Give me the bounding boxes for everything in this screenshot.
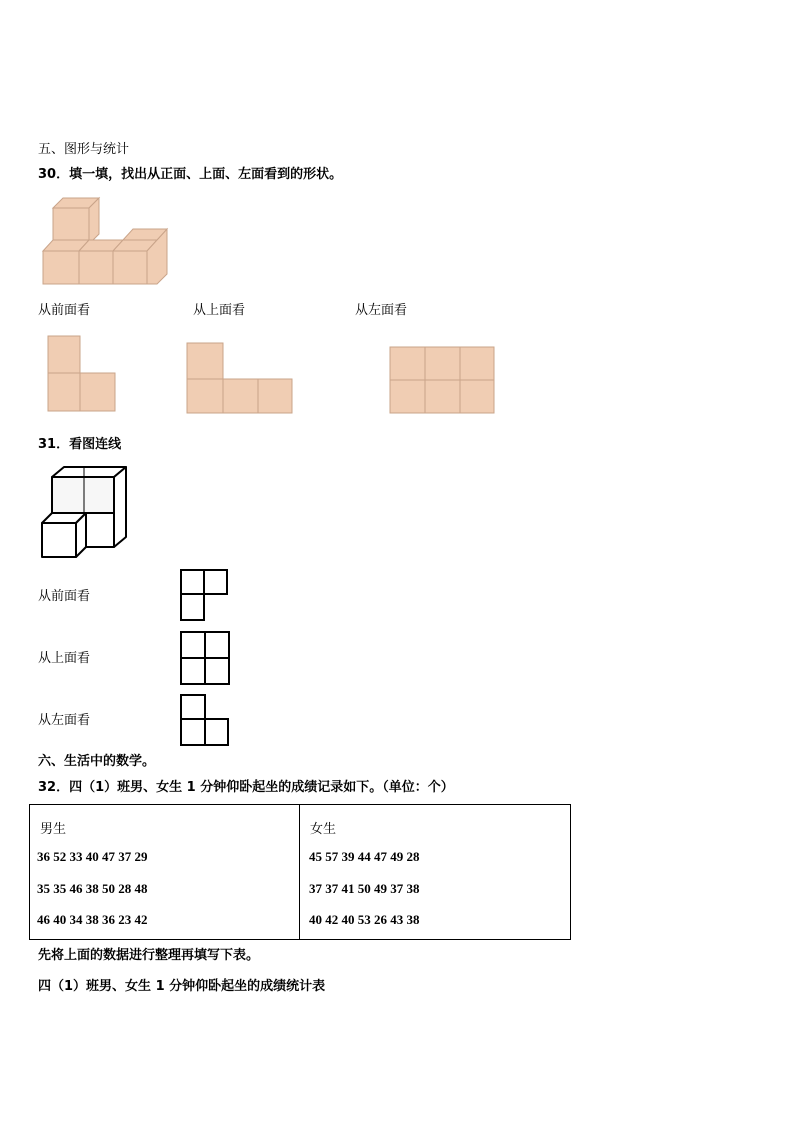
table-row: 35 35 46 38 50 28 48 (37, 881, 148, 896)
question-32-text: 32．四（1）班男、女生 1 分钟仰卧起坐的成绩记录如下。（单位：个） (38, 780, 454, 795)
match-label-front: 从前面看 (38, 589, 91, 604)
cube-stack-figure (43, 196, 173, 288)
question-30-text: 30．填一填，找出从正面、上面、左面看到的形状。 (38, 167, 343, 182)
match-label-top: 从上面看 (38, 651, 91, 666)
match-shape-c (180, 694, 232, 748)
match-shape-a (180, 569, 230, 623)
table-title: 四（1）班男、女生 1 分钟仰卧起坐的成绩统计表 (38, 979, 326, 994)
table-row: 36 52 33 40 47 37 29 (37, 849, 148, 864)
line-drawing-cube-figure (40, 465, 132, 561)
table-row: 45 57 39 44 47 49 28 (309, 849, 420, 864)
view-label-top: 从上面看 (193, 303, 246, 318)
girls-header: 女生 (310, 822, 337, 837)
match-label-left: 从左面看 (38, 713, 91, 728)
top-view-shape (186, 342, 294, 414)
table-row: 46 40 34 38 36 23 42 (37, 912, 148, 927)
table-row: 40 42 40 53 26 43 38 (309, 912, 420, 927)
match-shape-b (180, 631, 232, 687)
question-31-text: 31．看图连线 (38, 437, 122, 452)
table-row: 37 37 41 50 49 37 38 (309, 881, 420, 896)
front-view-shape (47, 335, 117, 415)
section-title: 六、生活中的数学。 (38, 754, 156, 769)
view-label-front: 从前面看 (38, 303, 91, 318)
section-title: 五、图形与统计 (38, 142, 130, 157)
left-view-shape (389, 346, 497, 414)
instruction-note: 先将上面的数据进行整理再填写下表。 (38, 948, 260, 963)
data-table (29, 804, 571, 940)
view-label-left: 从左面看 (355, 303, 408, 318)
boys-header: 男生 (40, 822, 67, 837)
